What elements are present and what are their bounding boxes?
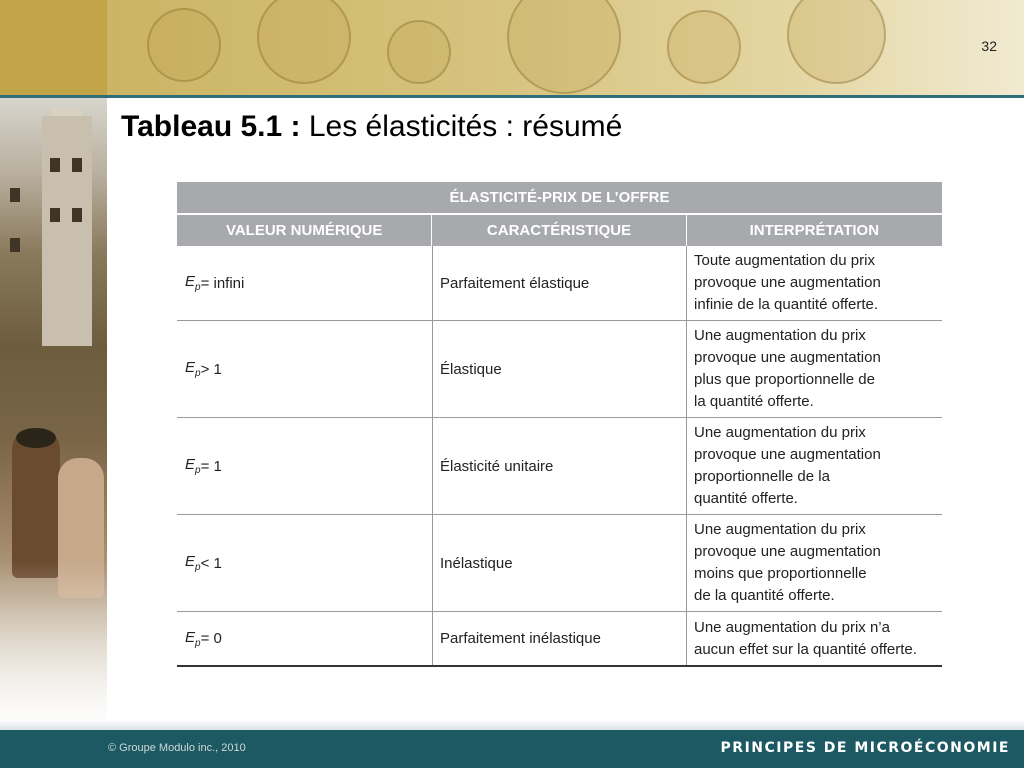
coin-decoration (787, 0, 886, 84)
ep-relation: = 1 (200, 457, 222, 475)
table-row (177, 515, 942, 612)
interpretation-line: moins que proportionnelle (694, 565, 867, 582)
cell-numeric-value (177, 321, 432, 417)
cell-characteristic: Élasticité unitaire (432, 418, 686, 514)
interpretation-line: Une augmentation du prix (694, 327, 866, 344)
ep-symbol: E (185, 456, 196, 473)
interpretation-line: de la quantité offerte. (694, 587, 835, 604)
ep-symbol: E (185, 628, 196, 646)
coin-decoration (667, 10, 741, 84)
interpretation-line: quantité offerte. (694, 490, 798, 507)
table-main-header: ÉLASTICITÉ-PRIX DE L’OFFRE (177, 182, 942, 215)
table-row (177, 246, 942, 321)
coin-decoration (147, 8, 221, 82)
painting-window (50, 158, 60, 172)
cell-characteristic: Inélastique (432, 515, 686, 611)
interpretation-line: provoque une augmentation (694, 543, 881, 560)
interpretation-line: infinie de la quantité offerte. (694, 296, 879, 313)
page-number: 32 (981, 38, 997, 54)
ep-subscript: p (195, 368, 201, 379)
header-banner-left (0, 0, 107, 95)
ep-relation: = infini (200, 274, 245, 292)
painting-window (10, 238, 20, 252)
ep-relation: = 0 (200, 630, 222, 647)
painting-window (72, 158, 82, 172)
footer-shadow (0, 720, 1024, 730)
column-header-value: VALEUR NUMÉRIQUE (225, 222, 383, 239)
table-column-headers (177, 215, 942, 246)
header-banner-coins (107, 0, 1024, 95)
header-rule (0, 95, 1024, 98)
interpretation-line: provoque une augmentation (694, 446, 881, 463)
interpretation-line: provoque une augmentation (694, 274, 881, 291)
side-painting (0, 98, 107, 720)
cell-interpretation (686, 246, 942, 320)
interpretation-line: plus que proportionnelle de (694, 371, 875, 388)
cell-characteristic: Parfaitement inélastique (432, 612, 686, 665)
cell-interpretation (686, 515, 942, 611)
painting-hat (16, 428, 56, 448)
ep-symbol: E (185, 553, 196, 570)
coin-decoration (257, 0, 351, 84)
column-header-characteristic: CARACTÉRISTIQUE (431, 215, 685, 246)
ep-relation: < 1 (200, 554, 222, 572)
slide-title (121, 110, 622, 144)
cell-interpretation (686, 418, 942, 514)
ep-symbol: E (185, 273, 196, 290)
painting-fade (0, 560, 107, 720)
table-row (177, 612, 942, 667)
interpretation-line: la quantité offerte. (694, 393, 814, 410)
cell-characteristic: Parfaitement élastique (432, 246, 686, 320)
interpretation-line: Une augmentation du prix n’a (694, 618, 890, 636)
coin-decoration (507, 0, 621, 94)
interpretation-line: Toute augmentation du prix (694, 252, 875, 269)
painting-window (10, 188, 20, 202)
ep-subscript: p (195, 465, 201, 476)
ep-symbol: E (185, 359, 196, 376)
table-row (177, 418, 942, 515)
interpretation-line: Une augmentation du prix (694, 424, 866, 441)
ep-relation: > 1 (200, 360, 222, 378)
cell-numeric-value (177, 418, 432, 514)
ep-subscript: p (195, 637, 201, 649)
painting-figure (12, 428, 60, 578)
interpretation-line: aucun effet sur la quantité offerte. (694, 640, 917, 658)
interpretation-line: proportionnelle de la (694, 468, 830, 485)
elasticity-table (177, 182, 942, 667)
interpretation-line: Une augmentation du prix (694, 521, 866, 538)
painting-house (42, 116, 92, 346)
cell-characteristic: Élastique (432, 321, 686, 417)
cell-numeric-value (177, 515, 432, 611)
coin-decoration (387, 20, 451, 84)
cell-interpretation (686, 612, 942, 665)
copyright-text: © Groupe Modulo inc., 2010 (108, 742, 246, 754)
title-text: Les élasticités : résumé (300, 110, 623, 143)
book-brand: PRINCIPES DE MICROÉCONOMIE (720, 740, 1010, 756)
ep-subscript: p (195, 562, 201, 573)
cell-numeric-value (177, 246, 432, 320)
ep-subscript: p (195, 282, 201, 293)
title-label: Tableau 5.1 : (121, 110, 301, 143)
painting-window (50, 208, 60, 222)
painting-window (72, 208, 82, 222)
column-header-interpretation: INTERPRÉTATION (686, 215, 942, 246)
cell-numeric-value (177, 612, 432, 665)
cell-interpretation (686, 321, 942, 417)
interpretation-line: provoque une augmentation (694, 349, 881, 366)
table-row (177, 321, 942, 418)
